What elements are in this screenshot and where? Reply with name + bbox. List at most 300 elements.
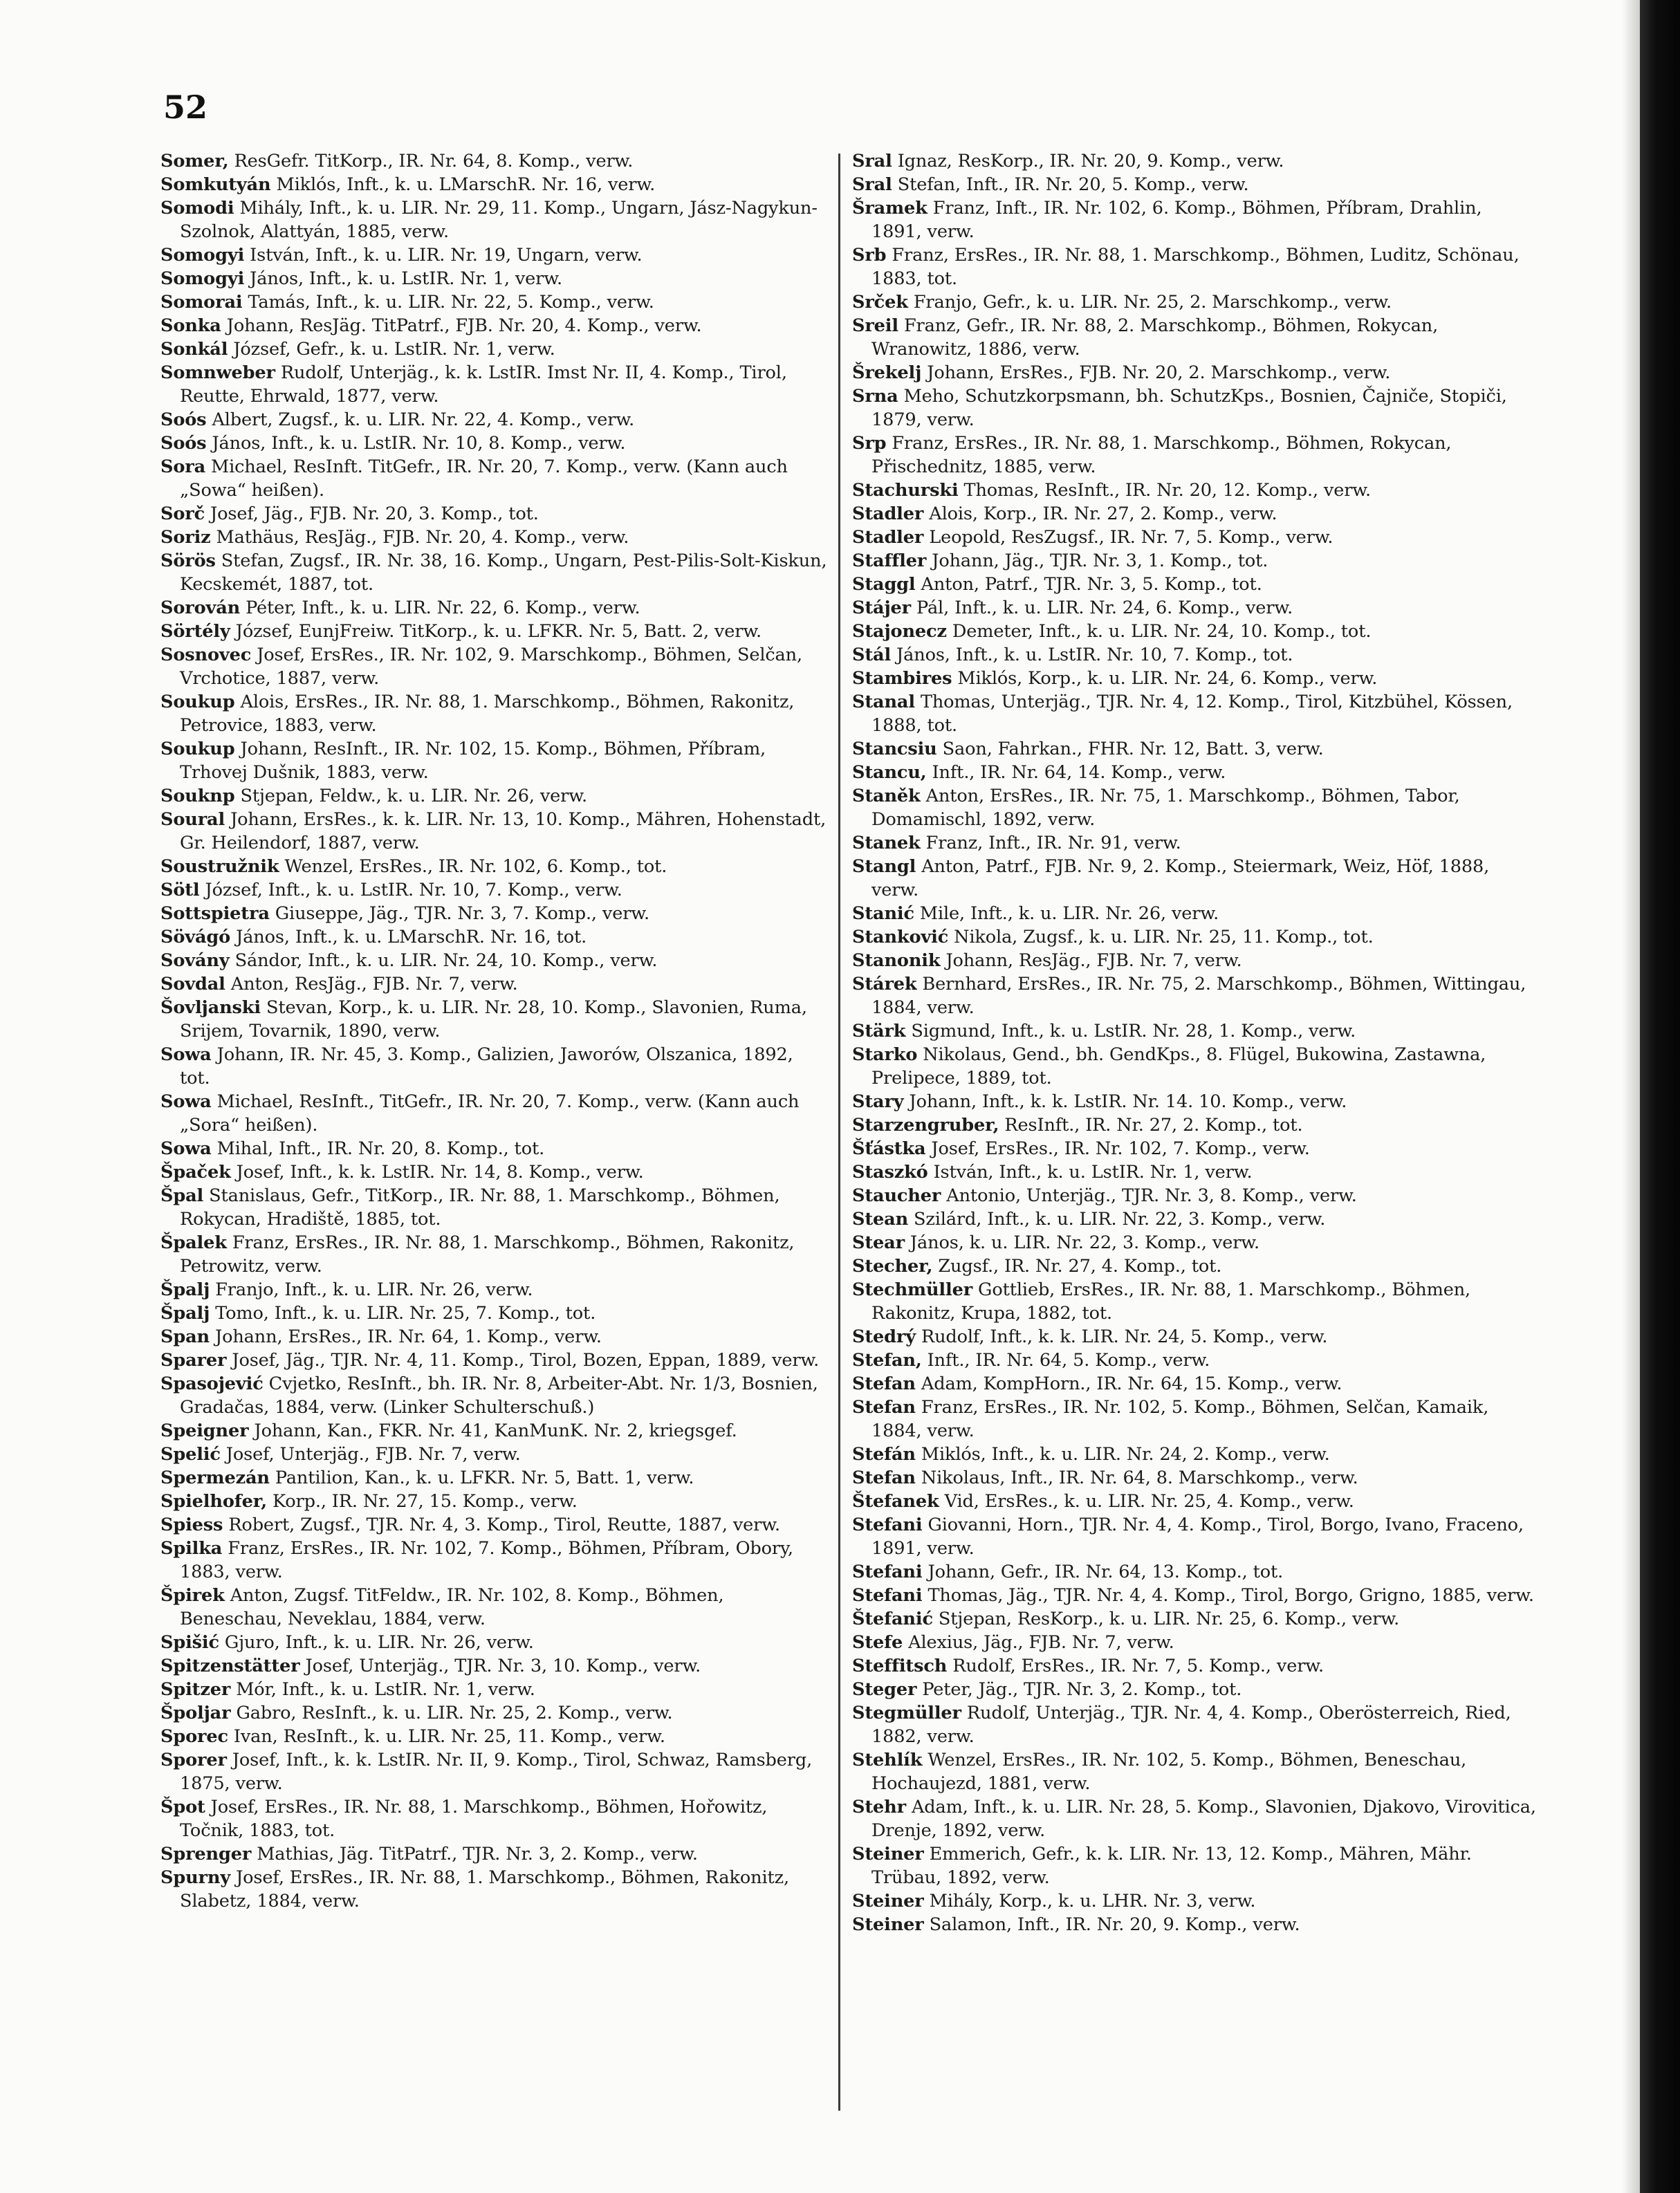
register-entry [160, 1372, 829, 1419]
register-entry [852, 290, 1537, 314]
entry-surname: Spiess [160, 1515, 223, 1535]
entry-details: ResInft., IR. Nr. 27, 2. Komp., tot. [1004, 1115, 1303, 1136]
register-entry [160, 1866, 829, 1913]
register-entry [160, 408, 829, 432]
entry-details: Robert, Zugsf., TJR. Nr. 4, 3. Komp., Tirol, Reutte, 1887, verw. [228, 1515, 780, 1535]
entry-surname: Starko [852, 1044, 918, 1065]
entry-surname: Sövágó [160, 927, 231, 947]
entry-surname: Sottspietra [160, 903, 270, 924]
register-entry [160, 949, 829, 972]
entry-surname: Stärk [852, 1021, 906, 1042]
register-entry [160, 1701, 829, 1725]
register-entry [160, 1795, 829, 1842]
entry-details: Michael, ResInft., TitGefr., IR. Nr. 20, 7. Komp., verw. (Kann auch „Sora“ heißen). [180, 1091, 800, 1136]
entry-surname: Štefanek [852, 1491, 939, 1512]
entry-surname: Srb [852, 245, 887, 266]
entry-surname: Sonka [160, 315, 221, 336]
entry-details: Anton, Patrf., FJB. Nr. 9, 2. Komp., Steiermark, Weiz, Höf, 1888, verw. [871, 856, 1490, 900]
register-entry [160, 690, 829, 737]
entry-surname: Stál [852, 645, 892, 665]
entry-surname: Srp [852, 433, 887, 454]
entry-surname: Sprenger [160, 1844, 252, 1864]
entry-surname: Stary [852, 1091, 904, 1112]
register-entry [852, 1466, 1537, 1490]
entry-surname: Steffitsch [852, 1656, 948, 1676]
register-entry [852, 549, 1537, 573]
entry-surname: Stanal [852, 692, 915, 712]
scan-border [1640, 0, 1680, 2193]
entry-surname: Stefan [852, 1373, 916, 1394]
entry-details: Johann, ResInft., IR. Nr. 102, 15. Komp., Böhmen, Příbram, Trhovej Dušnik, 1883, verw. [180, 739, 766, 783]
entry-surname: Somogyi [160, 268, 245, 289]
entry-details: Meho, Schutzkorpsmann, bh. SchutzKps., Bosnien, Čajniče, Stopiči, 1879, verw. [871, 386, 1507, 430]
register-entry [852, 596, 1537, 620]
entry-surname: Stancsiu [852, 739, 937, 759]
entry-surname: Stanić [852, 903, 914, 924]
entry-details: Stanislaus, Gefr., TitKorp., IR. Nr. 88, 1. Marschkomp., Böhmen, Rokycan, Hradiště, 1885, tot. [180, 1185, 780, 1230]
entry-surname: Spitzer [160, 1679, 231, 1700]
register-entry [160, 808, 829, 855]
register-entry [852, 1748, 1537, 1795]
entry-details: Tomo, Inft., k. u. LIR. Nr. 25, 7. Komp., tot. [215, 1303, 596, 1324]
entry-surname: Špirek [160, 1585, 225, 1606]
entry-details: Franz, ErsRes., IR. Nr. 88, 1. Marschkomp., Böhmen, Rakonitz, Petrowitz, verw. [180, 1232, 795, 1277]
entry-details: Franz, ErsRes., IR. Nr. 102, 7. Komp., Böhmen, Příbram, Obory, 1883, verw. [180, 1538, 793, 1582]
entry-surname: Srček [852, 292, 908, 313]
entry-surname: Staněk [852, 786, 921, 806]
register-entry [160, 1842, 829, 1866]
entry-details: Adam, KompHorn., IR. Nr. 64, 15. Komp., verw. [921, 1373, 1342, 1394]
entry-details: Johann, ErsRes., IR. Nr. 64, 1. Komp., verw. [214, 1326, 602, 1347]
entry-details: Franz, Inft., IR. Nr. 91, verw. [925, 833, 1181, 853]
entry-details: Johann, Inft., k. k. LstIR. Nr. 14. 10. Komp., verw. [909, 1091, 1347, 1112]
entry-details: Stjepan, ResKorp., k. u. LIR. Nr. 25, 6. Komp., verw. [938, 1609, 1400, 1629]
register-entry [852, 361, 1537, 385]
entry-details: Thomas, ResInft., IR. Nr. 20, 12. Komp., verw. [963, 480, 1372, 501]
entry-surname: Steiner [852, 1914, 924, 1935]
register-entry [852, 949, 1537, 972]
register-entry [852, 620, 1537, 643]
register-entry [160, 620, 829, 643]
register-entry [852, 1372, 1537, 1396]
entry-surname: Soural [160, 809, 225, 830]
entry-surname: Stechmüller [852, 1279, 973, 1300]
register-entry [852, 1255, 1537, 1278]
entry-details: Adam, Inft., k. u. LIR. Nr. 28, 5. Komp., Slavonien, Djakovo, Virovitica, Drenje, 1892, verw. [871, 1797, 1536, 1841]
register-entry [852, 1043, 1537, 1090]
register-entry [852, 1184, 1537, 1207]
entry-details: Franjo, Inft., k. u. LIR. Nr. 26, verw. [215, 1279, 533, 1300]
entry-surname: Stefani [852, 1562, 923, 1582]
entry-surname: Sral [852, 174, 892, 195]
register-entry [160, 1654, 829, 1678]
entry-surname: Spasojević [160, 1373, 264, 1394]
entry-surname: Špal [160, 1185, 204, 1206]
register-entry [160, 1231, 829, 1278]
entry-details: Franz, ErsRes., IR. Nr. 88, 1. Marschkomp., Böhmen, Rokycan, Přischednitz, 1885, verw. [871, 433, 1452, 477]
register-entry [160, 455, 829, 502]
register-entry [160, 196, 829, 243]
register-entry [160, 173, 829, 196]
entry-details: Michael, ResInft. TitGefr., IR. Nr. 20, 7. Komp., verw. (Kann auch „Sowa“ heißen). [180, 456, 788, 501]
entry-details: Josef, Inft., k. k. LstIR. Nr. 14, 8. Komp., verw. [236, 1162, 644, 1183]
entry-details: Saon, Fahrkan., FHR. Nr. 12, Batt. 3, verw. [942, 739, 1324, 759]
entry-details: János, Inft., k. u. LstIR. Nr. 10, 7. Komp., tot. [896, 645, 1293, 665]
register-entry [160, 1443, 829, 1466]
entry-details: Gottlieb, ErsRes., IR. Nr. 88, 1. Marschkomp., Böhmen, Rakonitz, Krupa, 1882, tot. [871, 1279, 1471, 1324]
entry-details: Mihály, Korp., k. u. LHR. Nr. 3, verw. [929, 1891, 1256, 1912]
entry-details: Franjo, Gefr., k. u. LIR. Nr. 25, 2. Marschkomp., verw. [913, 292, 1392, 313]
entry-surname: Stefe [852, 1632, 903, 1653]
register-entry [160, 1725, 829, 1748]
entry-details: Johann, ErsRes., k. k. LIR. Nr. 13, 10. Komp., Mähren, Hohenstadt, Gr. Heilendorf, 1887, verw. [180, 809, 827, 853]
entry-surname: Stancu, [852, 762, 927, 783]
entry-surname: Somodi [160, 198, 234, 219]
register-entry [852, 1160, 1537, 1184]
entry-surname: Spelić [160, 1444, 221, 1465]
register-entry [852, 173, 1537, 196]
entry-details: Josef, ErsRes., IR. Nr. 102, 7. Komp., verw. [931, 1138, 1310, 1159]
entry-details: János, Inft., k. u. LstIR. Nr. 10, 8. Komp., verw. [212, 433, 626, 454]
register-entry [852, 831, 1537, 855]
entry-details: Korp., IR. Nr. 27, 15. Komp., verw. [272, 1491, 578, 1512]
entry-surname: Somer, [160, 151, 229, 172]
register-entry [852, 1019, 1537, 1043]
entry-surname: Staucher [852, 1185, 941, 1206]
entry-surname: Spilka [160, 1538, 223, 1559]
register-entry [852, 1678, 1537, 1701]
register-entry [160, 1137, 829, 1160]
entry-details: János, Inft., k. u. LMarschR. Nr. 16, tot. [236, 927, 587, 947]
entry-surname: Stárek [852, 974, 917, 994]
entry-details: Bernhard, ErsRes., IR. Nr. 75, 2. Marschkomp., Böhmen, Wittingau, 1884, verw. [871, 974, 1526, 1018]
entry-surname: Staffler [852, 550, 927, 571]
entry-details: Franz, ErsRes., IR. Nr. 88, 1. Marschkomp., Böhmen, Luditz, Schönau, 1883, tot. [871, 245, 1520, 289]
entry-details: József, Gefr., k. u. LstIR. Nr. 1, verw. [233, 339, 555, 360]
entry-details: Szilárd, Inft., k. u. LIR. Nr. 22, 3. Komp., verw. [914, 1209, 1326, 1230]
register-entry [852, 1842, 1537, 1889]
entry-details: Johann, ResJäg. TitPatrf., FJB. Nr. 20, 4. Komp., verw. [226, 315, 702, 336]
entry-surname: Stedrý [852, 1326, 916, 1347]
entry-surname: Soós [160, 433, 207, 454]
entry-details: Josef, ErsRes., IR. Nr. 102, 9. Marschkomp., Böhmen, Selčan, Vrchotice, 1887, verw. [180, 645, 802, 689]
register-entry [160, 1490, 829, 1513]
register-entry [852, 690, 1537, 737]
entry-details: Mihály, Inft., k. u. LIR. Nr. 29, 11. Komp., Ungarn, Jász-Nagykun-Szolnok, Alattyán, 1885, verw. [180, 198, 818, 242]
register-entry [852, 1349, 1537, 1372]
entry-surname: Spitzenstätter [160, 1656, 300, 1676]
entry-surname: Somorai [160, 292, 243, 313]
register-entry [160, 596, 829, 620]
register-entry [160, 432, 829, 455]
register-entry [160, 502, 829, 526]
entry-surname: Span [160, 1326, 210, 1347]
register-entry [852, 1396, 1537, 1443]
entry-details: Demeter, Inft., k. u. LIR. Nr. 24, 10. Komp., tot. [952, 621, 1372, 642]
entry-details: Péter, Inft., k. u. LIR. Nr. 22, 6. Komp., verw. [246, 598, 640, 618]
entry-surname: Sötl [160, 880, 200, 900]
entry-surname: Štefanić [852, 1609, 933, 1629]
entry-details: Ignaz, ResKorp., IR. Nr. 20, 9. Komp., verw. [897, 151, 1284, 172]
entry-details: Franz, ErsRes., IR. Nr. 102, 5. Komp., Böhmen, Selčan, Kamaik, 1884, verw. [871, 1397, 1489, 1441]
entry-surname: Šramek [852, 198, 927, 219]
entry-surname: Stadler [852, 527, 924, 548]
entry-details: István, Inft., k. u. LIR. Nr. 19, Ungarn, verw. [250, 245, 643, 266]
entry-surname: Šťástka [852, 1138, 926, 1159]
entry-surname: Steiner [852, 1844, 924, 1864]
entry-details: Rudolf, Unterjäg., k. k. LstIR. Imst Nr. II, 4. Komp., Tirol, Reutte, Ehrwald, 1877, verw. [180, 362, 787, 407]
entry-details: János, k. u. LIR. Nr. 22, 3. Komp., verw. [910, 1232, 1259, 1253]
entry-details: Pál, Inft., k. u. LIR. Nr. 24, 6. Komp., verw. [916, 598, 1293, 618]
register-entry [852, 1631, 1537, 1654]
entry-surname: Sorován [160, 598, 241, 618]
entry-details: Mihal, Inft., IR. Nr. 20, 8. Komp., tot. [216, 1138, 545, 1159]
register-entry [160, 1537, 829, 1584]
entry-details: Stevan, Korp., k. u. LIR. Nr. 28, 10. Komp., Slavonien, Ruma, Srijem, Tovarnik, 1890, verw. [180, 997, 807, 1042]
entry-surname: Somogyi [160, 245, 245, 266]
entry-surname: Soukup [160, 692, 235, 712]
entry-details: Sigmund, Inft., k. u. LstIR. Nr. 28, 1. Komp., verw. [911, 1021, 1356, 1042]
entry-details: Giuseppe, Jäg., TJR. Nr. 3, 7. Komp., verw. [275, 903, 650, 924]
entry-details: Peter, Jäg., TJR. Nr. 3, 2. Komp., tot. [922, 1679, 1242, 1700]
register-entry [852, 1325, 1537, 1349]
register-entry [852, 1701, 1537, 1748]
register-entry [852, 1090, 1537, 1113]
entry-surname: Sörös [160, 550, 216, 571]
entry-details: Stefan, Zugsf., IR. Nr. 38, 16. Komp., Ungarn, Pest-Pilis-Solt-Kiskun, Kecskemét, 1887, tot. [180, 550, 827, 595]
entry-details: Antonio, Unterjäg., TJR. Nr. 3, 8. Komp., verw. [946, 1185, 1357, 1206]
register-entry [160, 1184, 829, 1231]
register-entry [852, 573, 1537, 596]
register-entry [852, 643, 1537, 667]
entry-surname: Soós [160, 409, 207, 430]
entry-surname: Souknp [160, 786, 235, 806]
entry-details: Thomas, Unterjäg., TJR. Nr. 4, 12. Komp., Tirol, Kitzbühel, Kössen, 1888, tot. [871, 692, 1513, 736]
register-entry [160, 1466, 829, 1490]
register-entry [160, 149, 829, 173]
register-entry [160, 1419, 829, 1443]
register-entry [160, 1160, 829, 1184]
register-entry [852, 314, 1537, 361]
register-entry [160, 1584, 829, 1631]
register-entry [852, 1913, 1537, 1936]
entry-details: Alexius, Jäg., FJB. Nr. 7, verw. [908, 1632, 1174, 1653]
entry-surname: Špot [160, 1797, 205, 1817]
entry-details: Leopold, ResZugsf., IR. Nr. 7, 5. Komp., verw. [929, 527, 1333, 548]
register-entry [852, 925, 1537, 949]
entry-surname: Špalj [160, 1279, 210, 1300]
entry-surname: Steger [852, 1679, 917, 1700]
register-entry [852, 761, 1537, 784]
register-entry [852, 1654, 1537, 1678]
entry-details: Sándor, Inft., k. u. LIR. Nr. 24, 10. Komp., verw. [234, 950, 658, 971]
entry-surname: Stefan [852, 1397, 916, 1418]
entry-surname: Stefan [852, 1468, 916, 1488]
entry-details: Mathäus, ResJäg., FJB. Nr. 20, 4. Komp., verw. [216, 527, 629, 548]
entry-surname: Staggl [852, 574, 916, 595]
entry-details: Johann, Gefr., IR. Nr. 64, 13. Komp., tot. [927, 1562, 1284, 1582]
column-divider [838, 154, 840, 2111]
entry-details: Johann, ResJäg., FJB. Nr. 7, verw. [945, 950, 1242, 971]
register-entry [852, 432, 1537, 479]
register-entry [160, 996, 829, 1043]
entry-surname: Šovljanski [160, 997, 261, 1018]
entry-details: Franz, Gefr., IR. Nr. 88, 2. Marschkomp., Böhmen, Rokycan, Wranowitz, 1886, verw. [871, 315, 1439, 360]
register-entry [160, 972, 829, 996]
entry-details: Wenzel, ErsRes., IR. Nr. 102, 6. Komp., tot. [284, 856, 667, 877]
entry-surname: Speigner [160, 1421, 249, 1441]
entry-surname: Špaček [160, 1162, 231, 1183]
register-entry [852, 1584, 1537, 1607]
entry-details: Rudolf, ErsRes., IR. Nr. 7, 5. Komp., verw. [952, 1656, 1324, 1676]
entry-surname: Sparer [160, 1350, 227, 1371]
register-entry [160, 784, 829, 808]
entry-surname: Sreil [852, 315, 898, 336]
register-entry [852, 385, 1537, 432]
register-entry [160, 267, 829, 290]
register-entry [852, 1137, 1537, 1160]
scan-shadow [1622, 0, 1640, 2193]
entry-details: Gabro, ResInft., k. u. LIR. Nr. 25, 2. Komp., verw. [236, 1703, 673, 1723]
entry-surname: Stecher, [852, 1256, 933, 1277]
register-entry [160, 1678, 829, 1701]
page-number: 52 [163, 89, 208, 126]
entry-details: János, Inft., k. u. LstIR. Nr. 1, verw. [250, 268, 562, 289]
entry-surname: Sowa [160, 1044, 212, 1065]
entry-details: Salamon, Inft., IR. Nr. 20, 9. Komp., verw. [929, 1914, 1300, 1935]
entry-details: Johann, IR. Nr. 45, 3. Komp., Galizien, Jaworów, Olszanica, 1892, tot. [180, 1044, 793, 1089]
entry-surname: Stefan, [852, 1350, 922, 1371]
register-entry [852, 1795, 1537, 1842]
register-entry [852, 1889, 1537, 1913]
register-entry [852, 855, 1537, 902]
entry-surname: Stehr [852, 1797, 906, 1817]
entry-surname: Sonkál [160, 339, 228, 360]
entry-surname: Stefani [852, 1515, 923, 1535]
entry-surname: Špalj [160, 1303, 210, 1324]
register-entry [160, 1043, 829, 1090]
entry-details: Zugsf., IR. Nr. 27, 4. Komp., tot. [938, 1256, 1222, 1277]
entry-details: Josef, ErsRes., IR. Nr. 88, 1. Marschkomp., Böhmen, Rakonitz, Slabetz, 1884, verw. [180, 1867, 789, 1912]
register-entry [852, 737, 1537, 761]
entry-surname: Sosnovec [160, 645, 252, 665]
register-entry [852, 502, 1537, 526]
register-entry [852, 1607, 1537, 1631]
entry-details: Inft., IR. Nr. 64, 5. Komp., verw. [927, 1350, 1210, 1371]
entry-surname: Stájer [852, 598, 912, 618]
entry-surname: Stefán [852, 1444, 916, 1465]
entry-details: Miklós, Inft., k. u. LIR. Nr. 24, 2. Komp., verw. [921, 1444, 1330, 1465]
entry-details: Cvjetko, ResInft., bh. IR. Nr. 8, Arbeiter-Abt. Nr. 1/3, Bosnien, Gradačas, 1884, verw. (Linker Schulterschuß.) [180, 1373, 818, 1418]
entry-details: Johann, ErsRes., FJB. Nr. 20, 2. Marschkomp., verw. [927, 362, 1391, 383]
entry-surname: Stajonecz [852, 621, 947, 642]
entry-details: István, Inft., k. u. LstIR. Nr. 1, verw. [933, 1162, 1253, 1183]
entry-details: Miklós, Inft., k. u. LMarschR. Nr. 16, verw. [276, 174, 656, 195]
entry-details: Ivan, ResInft., k. u. LIR. Nr. 25, 11. Komp., verw. [233, 1726, 665, 1747]
entry-surname: Stachurski [852, 480, 959, 501]
register-entry [852, 1560, 1537, 1584]
register-entry [852, 1443, 1537, 1466]
register-entry [160, 1090, 829, 1137]
entry-surname: Sporec [160, 1726, 228, 1747]
register-entry [160, 925, 829, 949]
entry-details: Gjuro, Inft., k. u. LIR. Nr. 26, verw. [224, 1632, 534, 1653]
entry-details: Josef, Unterjäg., TJR. Nr. 3, 10. Komp., verw. [305, 1656, 701, 1676]
register-entry [160, 1278, 829, 1302]
entry-surname: Soriz [160, 527, 211, 548]
register-entry [160, 243, 829, 267]
entry-details: Alois, Korp., IR. Nr. 27, 2. Komp., verw. [929, 503, 1277, 524]
register-entry [852, 479, 1537, 502]
entry-details: Nikolaus, Inft., IR. Nr. 64, 8. Marschkomp., verw. [921, 1468, 1358, 1488]
register-entry [160, 1349, 829, 1372]
entry-surname: Špoljar [160, 1703, 231, 1723]
entry-surname: Stegmüller [852, 1703, 961, 1723]
entry-details: Thomas, Jäg., TJR. Nr. 4, 4. Komp., Tirol, Borgo, Grigno, 1885, verw. [927, 1585, 1534, 1606]
register-entry [852, 1490, 1537, 1513]
register-entry [852, 196, 1537, 243]
entry-surname: Stadler [852, 503, 924, 524]
entry-surname: Stear [852, 1232, 905, 1253]
entry-details: Wenzel, ErsRes., IR. Nr. 102, 5. Komp., Böhmen, Beneschau, Hochaujezd, 1881, verw. [871, 1750, 1467, 1794]
entry-surname: Spurny [160, 1867, 231, 1888]
entry-details: Miklós, Korp., k. u. LIR. Nr. 24, 6. Komp., verw. [957, 668, 1378, 689]
entry-surname: Spišić [160, 1632, 219, 1653]
register-entry [160, 737, 829, 784]
register-entry [160, 1325, 829, 1349]
entry-details: Mathias, Jäg. TitPatrf., TJR. Nr. 3, 2. Komp., verw. [257, 1844, 698, 1864]
entry-details: Inft., IR. Nr. 64, 14. Komp., verw. [932, 762, 1226, 783]
register-entry [160, 1631, 829, 1654]
entry-details: Rudolf, Unterjäg., TJR. Nr. 4, 4. Komp., Oberösterreich, Ried, 1882, verw. [871, 1703, 1511, 1747]
register-entry [852, 1513, 1537, 1560]
entry-surname: Špalek [160, 1232, 227, 1253]
register-entry [852, 1278, 1537, 1325]
register-entry [160, 1748, 829, 1795]
register-entry [160, 1302, 829, 1325]
register-entry [160, 878, 829, 902]
register-entry [160, 314, 829, 337]
register-entry [852, 526, 1537, 549]
entry-surname: Starzengruber, [852, 1115, 999, 1136]
entry-surname: Sörtély [160, 621, 230, 642]
entry-details: Mile, Inft., k. u. LIR. Nr. 26, verw. [919, 903, 1219, 924]
entry-surname: Sowa [160, 1091, 212, 1112]
entry-details: Alois, ErsRes., IR. Nr. 88, 1. Marschkomp., Böhmen, Rakonitz, Petrovice, 1883, verw. [180, 692, 795, 736]
entry-details: Anton, Zugsf. TitFeldw., IR. Nr. 102, 8. Komp., Böhmen, Beneschau, Neveklau, 1884, verw. [180, 1585, 724, 1629]
entry-surname: Sral [852, 151, 892, 172]
entry-details: Franz, Inft., IR. Nr. 102, 6. Komp., Böhmen, Příbram, Drahlin, 1891, verw. [871, 198, 1482, 242]
entry-surname: Stean [852, 1209, 909, 1230]
left-column [160, 149, 829, 1913]
entry-details: Anton, Patrf., TJR. Nr. 3, 5. Komp., tot. [921, 574, 1262, 595]
entry-surname: Sora [160, 456, 206, 477]
entry-surname: Sporer [160, 1750, 227, 1770]
entry-surname: Sovdal [160, 974, 225, 994]
register-entry [852, 667, 1537, 690]
entry-details: Albert, Zugsf., k. u. LIR. Nr. 22, 4. Komp., verw. [212, 409, 635, 430]
entry-details: Vid, ErsRes., k. u. LIR. Nr. 25, 4. Komp., verw. [944, 1491, 1354, 1512]
entry-surname: Steiner [852, 1891, 924, 1912]
entry-details: Josef, Jäg., TJR. Nr. 4, 11. Komp., Tirol, Bozen, Eppan, 1889, verw. [232, 1350, 820, 1371]
register-entry [160, 902, 829, 925]
entry-details: Mór, Inft., k. u. LstIR. Nr. 1, verw. [236, 1679, 535, 1700]
register-entry [160, 1513, 829, 1537]
entry-details: Johann, Kan., FKR. Nr. 41, KanMunK. Nr. 2, kriegsgef. [254, 1421, 737, 1441]
entry-surname: Soukup [160, 739, 235, 759]
right-column [852, 149, 1537, 1936]
register-entry [852, 1231, 1537, 1255]
